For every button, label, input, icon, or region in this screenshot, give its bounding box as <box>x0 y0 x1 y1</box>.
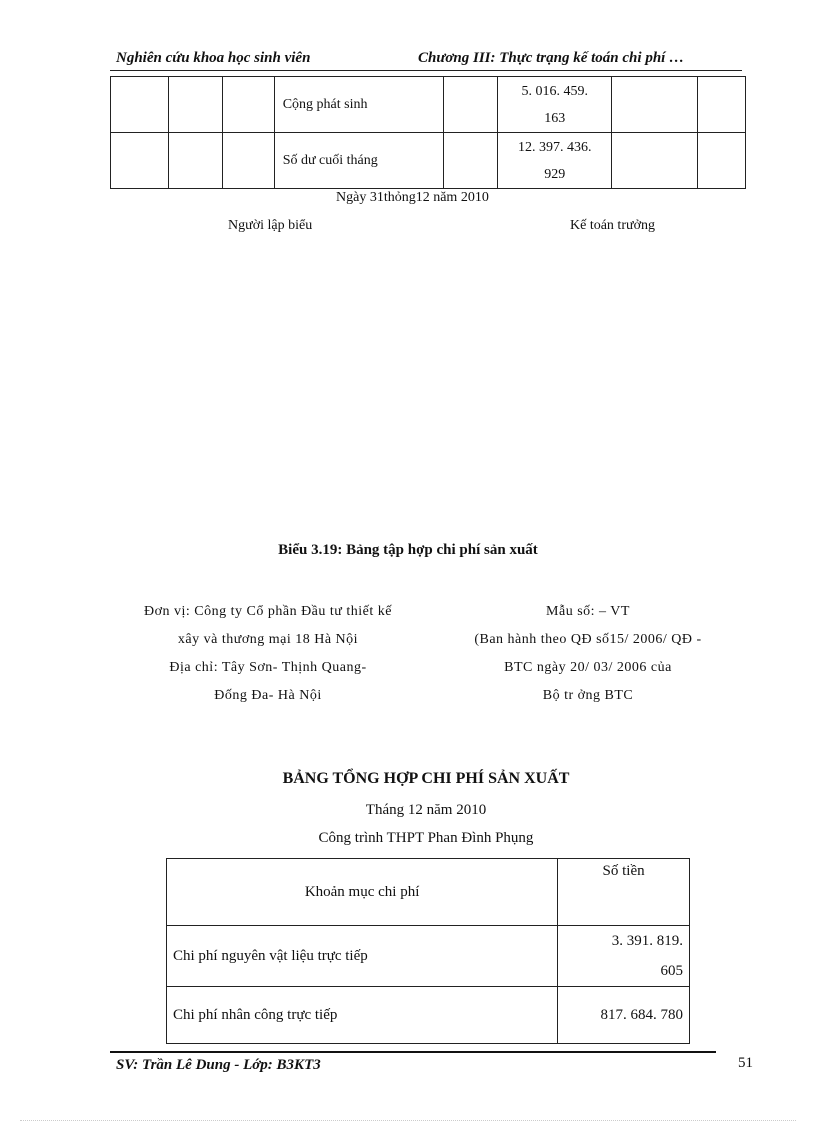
page-edge <box>20 1120 796 1121</box>
ledger-row-label: Cộng phát sinh <box>274 77 444 133</box>
amount-line: 163 <box>544 110 566 126</box>
table-cell <box>168 77 222 133</box>
amount-line: 12. 397. 436. <box>518 139 592 155</box>
summary-row-amount <box>558 926 690 987</box>
summary-month: Tháng 12 năm 2010 <box>365 802 487 818</box>
amount-line: 929 <box>544 166 566 182</box>
footer-student: SV: Trần Lê Dung - Lớp: B3KT3 <box>116 1057 321 1073</box>
ledger-row-amount <box>498 77 612 133</box>
table-cell <box>698 77 746 133</box>
signoff-preparer: Người lập biểu <box>228 218 313 233</box>
org-unit-line1: Đơn vị: Công ty Cổ phần Đầu tư thiết kế <box>144 604 392 619</box>
table-cell <box>612 133 698 189</box>
summary-table <box>166 858 690 1044</box>
signoff-chief-accountant: Kế toán trưởng <box>570 218 655 233</box>
footer-rule <box>110 1051 716 1053</box>
org-address-line2: Đống Đa- Hà Nội <box>214 688 322 703</box>
table-cell <box>222 77 274 133</box>
signoff-date: Ngày 31thỏng12 năm 2010 <box>336 190 489 205</box>
table-cell <box>111 77 169 133</box>
summary-row-item: Chi phí nguyên vật liệu trực tiếp <box>167 926 558 987</box>
ledger-row-label: Số dư cuối tháng <box>274 133 444 189</box>
amount-line: 5. 016. 459. <box>521 83 588 99</box>
table-header-row <box>167 859 690 926</box>
form-number: Mẫu số: – VT <box>546 604 630 619</box>
summary-row-item: Chi phí nhân công trực tiếp <box>167 987 558 1044</box>
header-right: Chương III: Thực trạng kế toán chi phí … <box>418 50 685 66</box>
amount-line: 605 <box>660 963 683 979</box>
table-cell <box>222 133 274 189</box>
figure-caption: Biểu 3.19: Bảng tập hợp chi phí sản xuất <box>278 542 538 558</box>
summary-row-amount: 817. 684. 780 <box>558 987 690 1044</box>
table-cell <box>612 77 698 133</box>
form-issued-by-line1: (Ban hành theo QĐ số15/ 2006/ QĐ - <box>474 632 702 647</box>
table-cell <box>168 133 222 189</box>
table-row <box>167 926 690 987</box>
table-cell <box>444 133 498 189</box>
col-header-amount: Số tiền <box>558 859 690 926</box>
table-row <box>167 987 690 1044</box>
summary-project: Công trình THPT Phan Đình Phụng <box>318 830 534 846</box>
col-header-item: Khoản mục chi phí <box>167 859 558 926</box>
ledger-row-amount <box>498 133 612 189</box>
org-unit-line2: xây và thương mại 18 Hà Nội <box>177 632 359 647</box>
summary-title: BẢNG TỔNG HỢP CHI PHÍ SẢN XUẤT <box>282 770 570 787</box>
form-issued-by-line3: Bộ tr ởng BTC <box>542 688 634 703</box>
table-row <box>111 133 746 189</box>
table-row <box>111 77 746 133</box>
table-cell <box>111 133 169 189</box>
page-number: 51 <box>738 1055 753 1071</box>
table-cell <box>444 77 498 133</box>
header-left: Nghiên cứu khoa học sinh viên <box>116 50 311 66</box>
table-cell <box>698 133 746 189</box>
header-rule <box>110 70 742 71</box>
form-issued-by-line2: BTC ngày 20/ 03/ 2006 của <box>504 660 672 675</box>
org-address-line1: Địa chỉ: Tây Sơn- Thịnh Quang- <box>169 660 367 675</box>
ledger-table <box>110 76 746 189</box>
amount-line: 3. 391. 819. <box>611 933 683 949</box>
